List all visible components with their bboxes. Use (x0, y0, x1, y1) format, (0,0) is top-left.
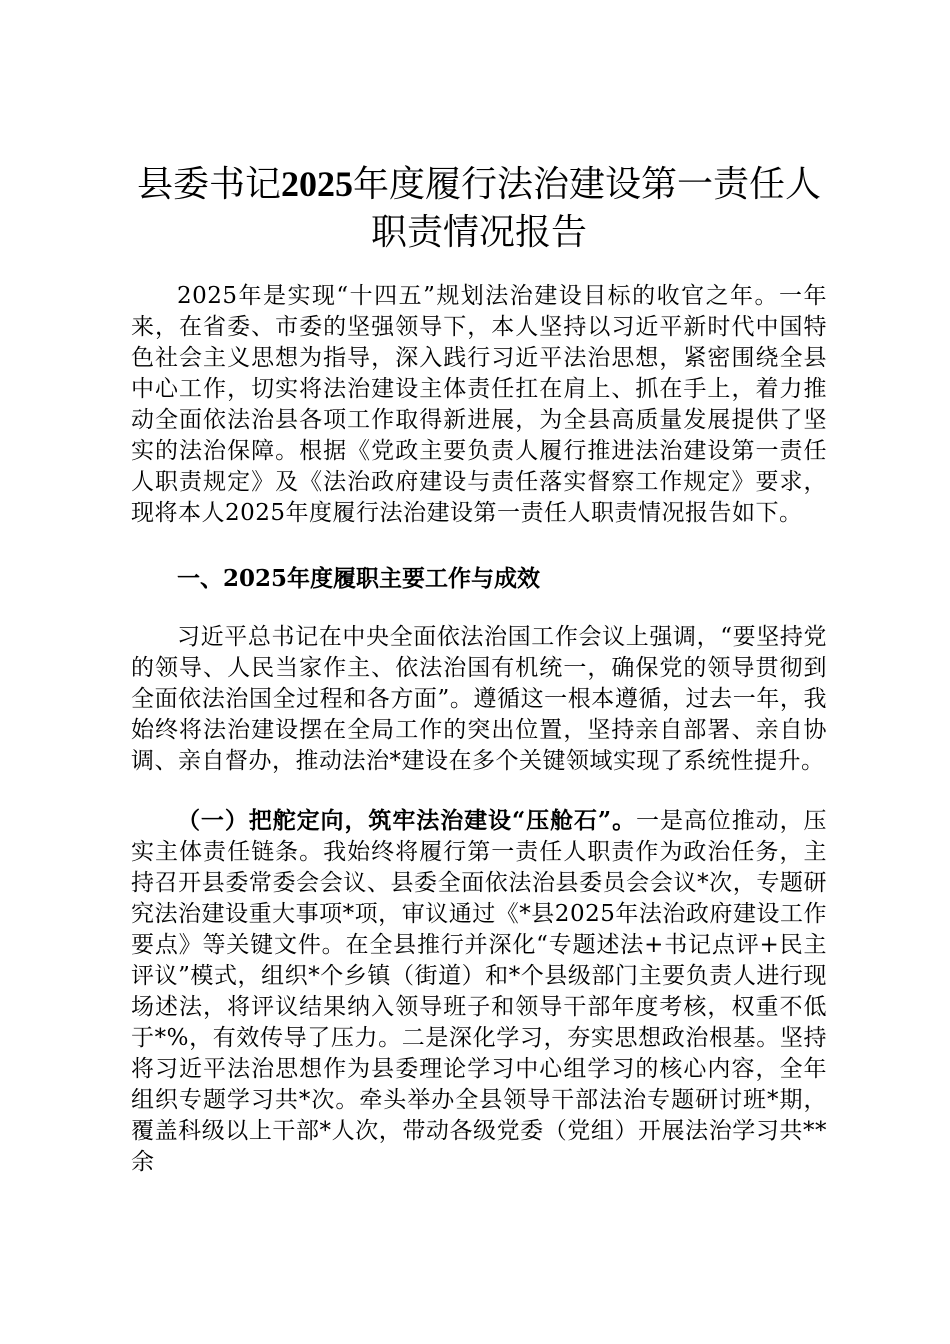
title-line-2: 职责情况报告 (370, 212, 587, 253)
subsection-1-heading: （一）把舵定向，筑牢法治建设“压舱石”。 (177, 807, 637, 834)
title-year: 2025 (281, 164, 353, 204)
title-part-1: 县委书记 (136, 164, 281, 205)
document-page (131, 160, 827, 1178)
subsection-1-body: 一是高位推动，压实主体责任链条。我始终将履行第一责任人职责作为政治任务，主持召开县委常委会会议、县委全面依法治县委员会会议*次，专题研究法治建设重大事项*项，审议通过《*县2025年法治政府建设工作要点》等关键文件。在全县推行并深化“专题述法+书记点评+民主评议”模式，组织*个乡镇（街道）和*个县级部门主要负责人进行现场述法，将评议结果纳入领导班子和领导干部年度考核，权重不低于*%，有效传导了压力。二是深化学习，夯实思想政治根基。坚持将习近平法治思想作为县委理论学习中心组学习的核心内容，全年组织专题学习共*次。牵头举办全县领导干部法治专题研讨班*期，覆盖科级以上干部*人次，带动各级党委（党组）开展法治学习共**余 (131, 808, 828, 1175)
subsection-1-paragraph (131, 805, 827, 1178)
title-part-2: 年度履行法治建设第一责任人 (353, 164, 822, 205)
document-title (91, 160, 867, 257)
section-1-intro-paragraph: 习近平总书记在中央全面依法治国工作会议上强调，“要坚持党的领导、人民当家作主、依法治国有机统一，确保党的领导贯彻到全面依法治国全过程和各方面”。遵循这一根本遵循，过去一年，我始终将法治建设摆在全局工作的突出位置，坚持亲自部署、亲自协调、亲自督办，推动法治*建设在多个关键领域实现了系统性提升。 (131, 624, 827, 774)
section-1-heading: 一、2025年度履职主要工作与成效 (177, 565, 541, 592)
intro-paragraph: 2025年是实现“十四五”规划法治建设目标的收官之年。一年来，在省委、市委的坚强领导下，本人坚持以习近平新时代中国特色社会主义思想为指导，深入践行习近平法治思想，紧密围绕全县中心工作，切实将法治建设主体责任扛在肩上、抓在手上，着力推动全面依法治县各项工作取得新进展，为全县高质量发展提供了坚实的法治保障。根据《党政主要负责人履行推进法治建设第一责任人职责规定》及《法治政府建设与责任落实督察工作规定》要求，现将本人2025年度履行法治建设第一责任人职责情况报告如下。 (131, 283, 827, 526)
title-line-1 (91, 160, 867, 209)
